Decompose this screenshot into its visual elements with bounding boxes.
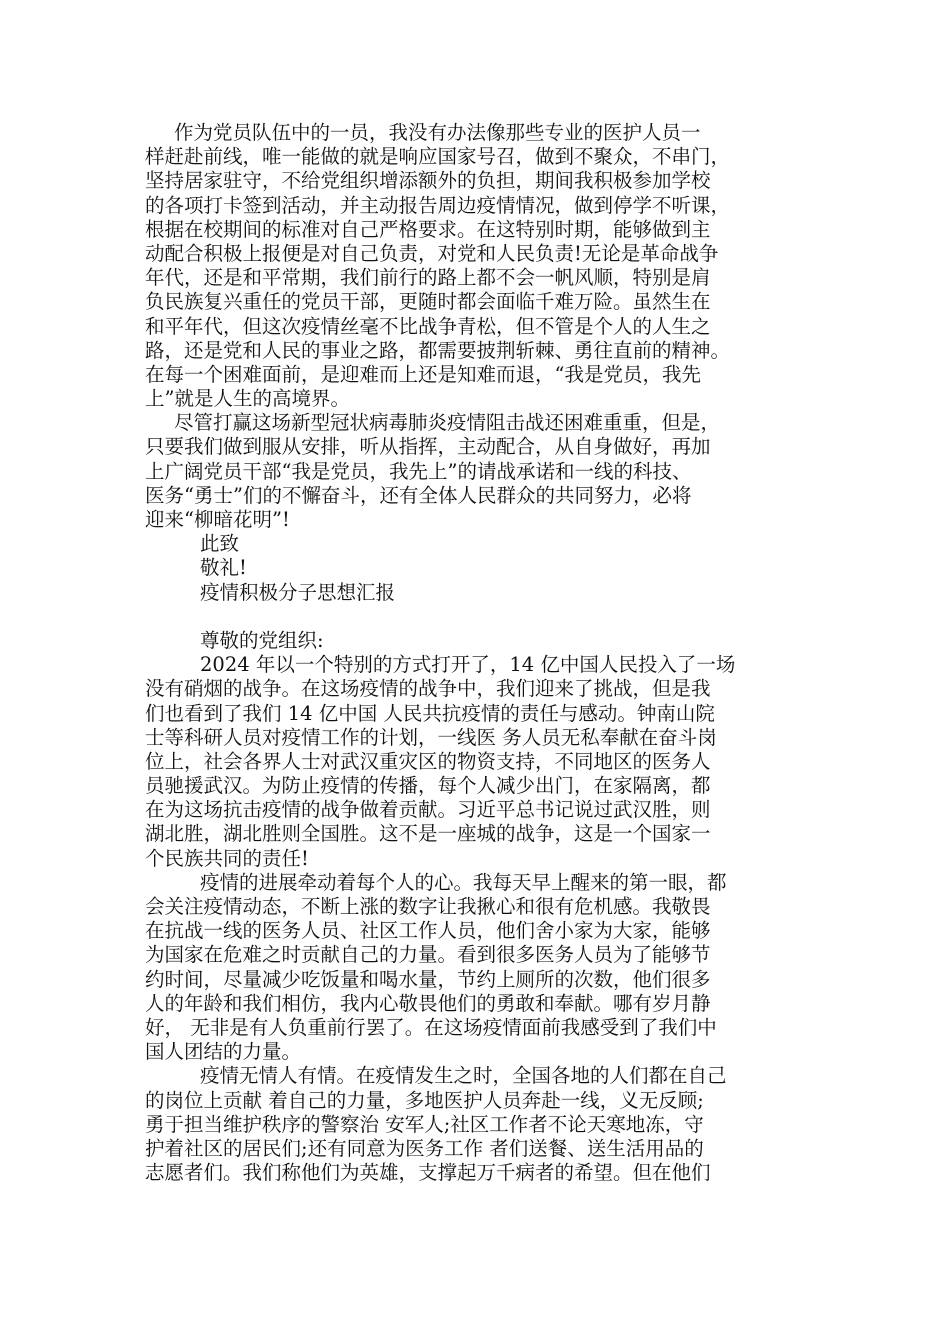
text-line: 样赶赴前线，唯一能做的就是响应国家号召，做到不聚众，不串门， xyxy=(145,145,731,169)
text-line: 医务“勇士”们的不懈奋斗，还有全体人民群众的共同努力，必将 xyxy=(145,483,692,507)
text-line: 士等科研人员对疫情工作的计划，一线医 务人员无私奉献在奋斗岗 xyxy=(145,725,717,749)
text-line: 只要我们做到服从安排，听从指挥，主动配合，从自身做好，再加 xyxy=(145,435,711,459)
text-line: 国人团结的力量。 xyxy=(145,1040,302,1064)
section-title: 疫情积极分子思想汇报 xyxy=(200,580,396,604)
text-line: 2024 年以一个特别的方式打开了，14 亿中国人民投入了一场 xyxy=(200,653,736,677)
text-line: 护着社区的居民们;还有同意为医务工作 者们送餐、送生活用品的 xyxy=(145,1136,704,1160)
blank-line xyxy=(145,605,845,629)
text-line: 尽管打赢这场新型冠状病毒肺炎疫情阻击战还困难重重，但是， xyxy=(174,411,721,435)
text-line: 路，还是党和人民的事业之路，都需要披荆斩棘、勇往直前的精神。 xyxy=(145,338,731,362)
text-line: 们也看到了我们 14 亿中国 人民共抗疫情的责任与感动。钟南山院 xyxy=(145,701,715,725)
text-line: 迎来“柳暗花明”! xyxy=(145,508,290,531)
text-line: 个民族共同的责任! xyxy=(145,846,309,870)
text-line: 勇于担当维护秩序的警察治 安军人;社区工作者不论天寒地冻，守 xyxy=(145,1112,704,1136)
text-line: 坚持居家驻守，不给党组织增添额外的负担，期间我积极参加学校 xyxy=(145,169,711,193)
text-line: 好， 无非是有人负重前行罢了。在这场疫情面前我感受到了我们中 xyxy=(145,1015,717,1039)
text-line: 动配合积极上报便是对自己负责，对党和人民负责!无论是革命战争 xyxy=(145,241,719,265)
text-line: 位上，社会各界人士对武汉重灾区的物资支持，不同地区的医务人 xyxy=(145,749,711,773)
text-line: 和平年代，但这次疫情丝毫不比战争青松，但不管是个人的人生之 xyxy=(145,314,711,338)
text-line: 没有硝烟的战争。在这场疫情的战争中，我们迎来了挑战，但是我 xyxy=(145,677,711,701)
text-line: 年代，还是和平常期，我们前行的路上都不会一帆风顺，特别是肩 xyxy=(145,266,711,290)
text-line: 在每一个困难面前，是迎难而上还是知难而退，“我是党员，我先 xyxy=(145,362,701,386)
text-line: 疫情无情人有情。在疫情发生之时，全国各地的人们都在自己 xyxy=(200,1064,727,1088)
text-line: 负民族复兴重任的党员干部，更随时都会面临千难万险。虽然生在 xyxy=(145,290,711,314)
text-line: 上广阔党员干部“我是党员，我先上”的请战承诺和一线的科技、 xyxy=(145,459,692,483)
text-line: 人的年龄和我们相仿，我内心敬畏他们的勇敢和奉献。哪有岁月静 xyxy=(145,991,711,1015)
text-line: 湖北胜，湖北胜则全国胜。这不是一座城的战争，这是一个国家一 xyxy=(145,822,711,846)
text-line: 的各项打卡签到活动，并主动报告周边疫情情况，做到停学不听课， xyxy=(145,193,731,217)
text-line: 上”就是人生的高境界。 xyxy=(145,387,350,411)
closing-line: 敬礼! xyxy=(200,556,247,580)
document-body xyxy=(145,121,845,1185)
closing-line: 此致 xyxy=(200,532,240,556)
text-line: 志愿者们。我们称他们为英雄，支撑起万千病者的希望。但在他们 xyxy=(145,1161,711,1185)
text-line: 在抗战一线的医务人员、社区工作人员，他们舍小家为大家，能够 xyxy=(145,919,711,943)
text-line: 为国家在危难之时贡献自己的力量。看到很多医务人员为了能够节 xyxy=(145,943,711,967)
text-line: 会关注疫情动态，不断上涨的数字让我揪心和很有危机感。我敬畏 xyxy=(145,895,711,918)
text-line: 员驰援武汉。为防止疫情的传播，每个人减少出门，在家隔离，都 xyxy=(145,774,711,798)
text-line: 的岗位上贡献 着自己的力量，多地医护人员奔赴一线，义无反顾; xyxy=(145,1088,704,1112)
salutation: 尊敬的党组织: xyxy=(200,628,324,652)
text-line: 根据在校期间的标准对自己严格要求。在这特别时期，能够做到主 xyxy=(145,217,711,241)
text-line: 在为这场抗击疫情的战争做着贡献。习近平总书记说过武汉胜，则 xyxy=(145,798,711,822)
text-line: 疫情的进展牵动着每个人的心。我每天早上醒来的第一眼，都 xyxy=(200,870,727,894)
text-line: 作为党员队伍中的一员，我没有办法像那些专业的医护人员一 xyxy=(174,121,701,144)
text-line: 约时间，尽量减少吃饭量和喝水量，节约上厕所的次数，他们很多 xyxy=(145,967,711,991)
